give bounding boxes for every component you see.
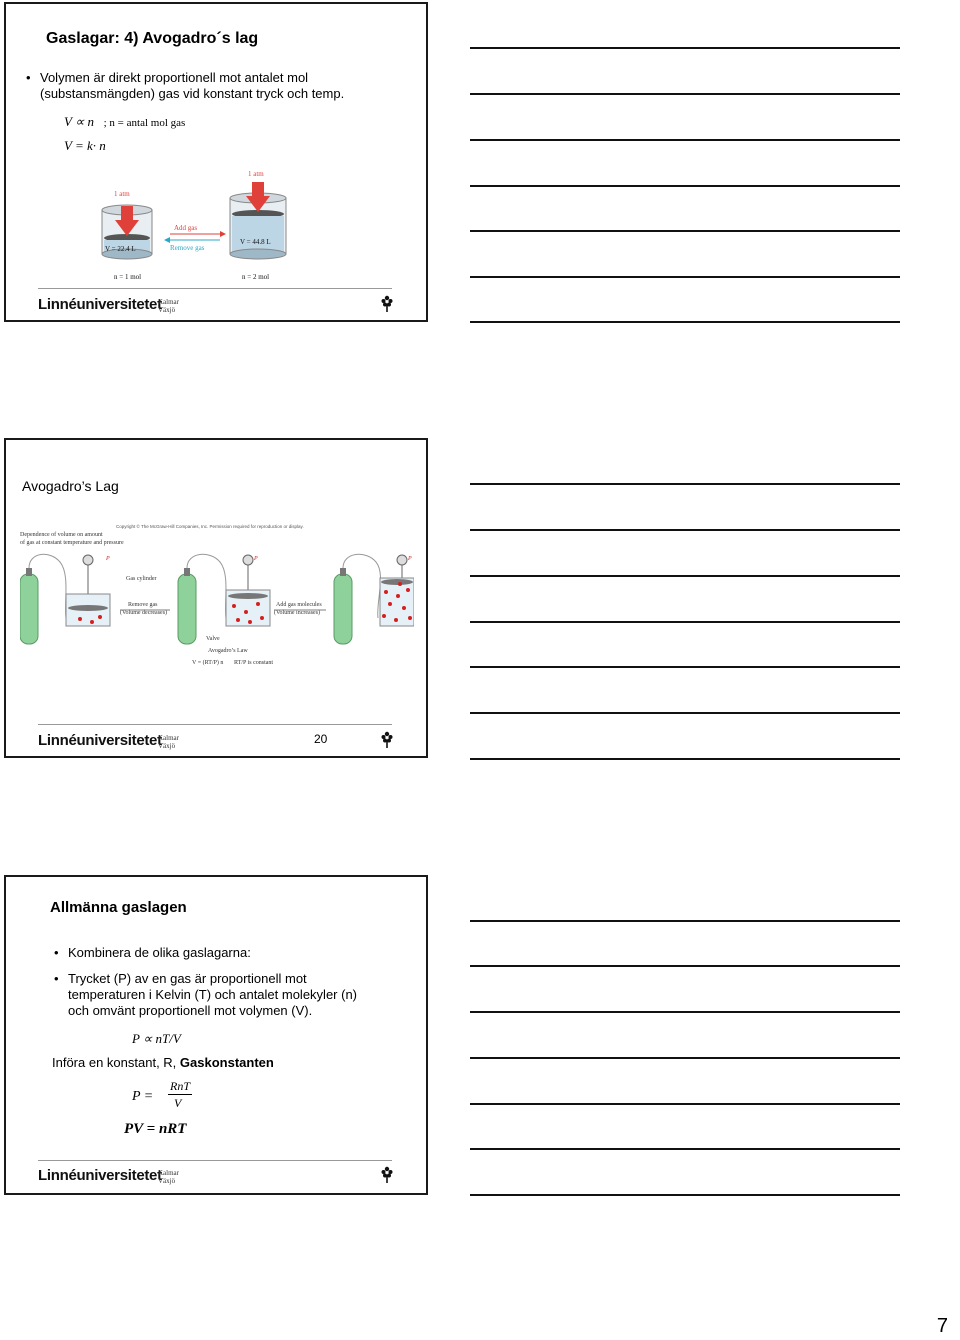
avogadro-apparatus-figure <box>20 522 414 672</box>
slide-general-gas-law: Allmänna gaslagen • Kombinera de olika gaslagarna: • Trycket (P) av en gas är proportionell mot temperaturen i Kelvin (T) och antalet molekyler (n) och omvänt proportionell mot volymen (V). P ∝ nT/V Införa en konstant, R, Gaskonstanten P = RnT V PV = nRT Linnéuniversitetet Kalmar Växjö <box>4 875 428 1195</box>
bullet-text <box>26 70 345 102</box>
formula-constant: V = k· n <box>64 138 106 153</box>
university-logo: Linnéuniversitetet <box>38 1167 162 1184</box>
right-moles-label: n = 2 mol <box>242 273 270 281</box>
pressure-label: P <box>106 556 110 562</box>
note-line <box>470 1011 900 1013</box>
gas-cylinder-label: Gas cylinder <box>126 576 157 582</box>
law-formula: V = (RT/P) n <box>192 660 224 666</box>
figure-caption: of gas at constant temperature and pressure <box>20 540 124 546</box>
law-name: Avogadro’s Law <box>208 648 248 654</box>
bullet-text: • Trycket (P) av en gas är proportionell mot temperaturen i Kelvin (T) och antalet molekyler (n) och omvänt proportionell mot volymen (V). <box>54 971 358 1018</box>
note-line <box>470 529 900 531</box>
volume-decreases-label: (Volume decreases) <box>120 610 168 616</box>
remove-gas-label: Remove gas <box>170 244 205 252</box>
bullet-text: • Kombinera de olika gaslagarna: <box>54 945 251 960</box>
logo-subtext: Kalmar Växjö <box>158 734 179 750</box>
setup-left <box>20 554 110 644</box>
bullet-dot: • <box>54 971 59 986</box>
volume-increases-label: (Volume increases) <box>274 610 321 616</box>
footer-rule <box>38 288 392 289</box>
setup-right <box>334 554 414 644</box>
add-gas-molecules-label: Add gas molecules <box>276 602 322 608</box>
tree-logo-icon <box>380 1165 394 1183</box>
pressure-label: P <box>408 556 412 562</box>
logo-subtext: Kalmar Växjö <box>158 1169 179 1185</box>
university-logo: Linnéuniversitetet <box>38 296 162 313</box>
bullet-line: Volymen är direkt proportionell mot antalet mol <box>40 70 309 85</box>
note-line <box>470 758 900 760</box>
remove-gas-arrowhead <box>164 237 170 243</box>
note-line <box>470 230 900 232</box>
tree-logo-icon <box>380 730 394 748</box>
left-volume-label: V = 22.4 L <box>105 245 136 253</box>
law-constant: RT/P is constant <box>234 660 274 666</box>
note-line <box>470 575 900 577</box>
note-line <box>470 666 900 668</box>
formula-proportional: V ∝ n ; n = antal mol gas <box>64 114 186 129</box>
pressure-label: P <box>254 556 258 562</box>
footer-rule <box>38 724 392 725</box>
bullet-dot: • <box>54 945 59 960</box>
piston-figure <box>90 162 290 282</box>
note-line <box>470 965 900 967</box>
left-pressure-label: 1 atm <box>114 190 130 198</box>
copyright-notice: Copyright © The McGraw-Hill Companies, Inc. Permission required for reproduction or display. <box>116 524 304 529</box>
note-line <box>470 276 900 278</box>
right-volume-label: V = 44.8 L <box>240 238 271 246</box>
slide-title: Allmänna gaslagen <box>50 899 187 916</box>
note-line <box>470 321 900 323</box>
note-line <box>470 920 900 922</box>
note-line <box>470 185 900 187</box>
note-line <box>470 483 900 485</box>
bullet-dot: • <box>26 70 31 85</box>
note-line <box>470 139 900 141</box>
remove-gas-label: Remove gas <box>128 602 158 608</box>
note-line <box>470 47 900 49</box>
slide-title: Gaslagar: 4) Avogadro´s lag <box>46 30 259 47</box>
note-line <box>470 621 900 623</box>
note-line <box>470 712 900 714</box>
slide-avogadro-figure <box>4 438 428 758</box>
setup-middle <box>178 554 270 644</box>
slide-number: 20 <box>314 732 328 746</box>
add-gas-arrowhead <box>220 231 226 237</box>
right-pressure-label: 1 atm <box>248 170 264 178</box>
note-line <box>470 1148 900 1150</box>
note-line <box>470 93 900 95</box>
add-gas-label: Add gas <box>174 224 198 232</box>
bullet-line: (substansmängden) gas vid konstant tryck och temp. <box>40 86 345 101</box>
left-moles-label: n = 1 mol <box>114 273 142 281</box>
slide-title: Avogadro’s Lag <box>22 478 119 494</box>
logo-subtext: Kalmar Växjö <box>158 298 179 314</box>
intro-text: Införa en konstant, R, Gaskonstanten <box>52 1055 274 1070</box>
slide-avogadro-law <box>4 2 428 322</box>
university-logo: Linnéuniversitetet <box>38 732 162 749</box>
formula-ideal-gas-law: PV = nRT <box>124 1121 187 1137</box>
page-number: 7 <box>936 1315 948 1337</box>
valve-label: Valve <box>206 636 220 642</box>
footer-rule <box>38 1160 392 1161</box>
right-cylinder <box>230 182 286 259</box>
note-line <box>470 1103 900 1105</box>
note-line <box>470 1057 900 1059</box>
note-line <box>470 1194 900 1196</box>
figure-caption: Dependence of volume on amount <box>20 532 103 538</box>
tree-logo-icon <box>380 294 394 312</box>
formula-proportional: P ∝ nT/V <box>132 1031 181 1046</box>
